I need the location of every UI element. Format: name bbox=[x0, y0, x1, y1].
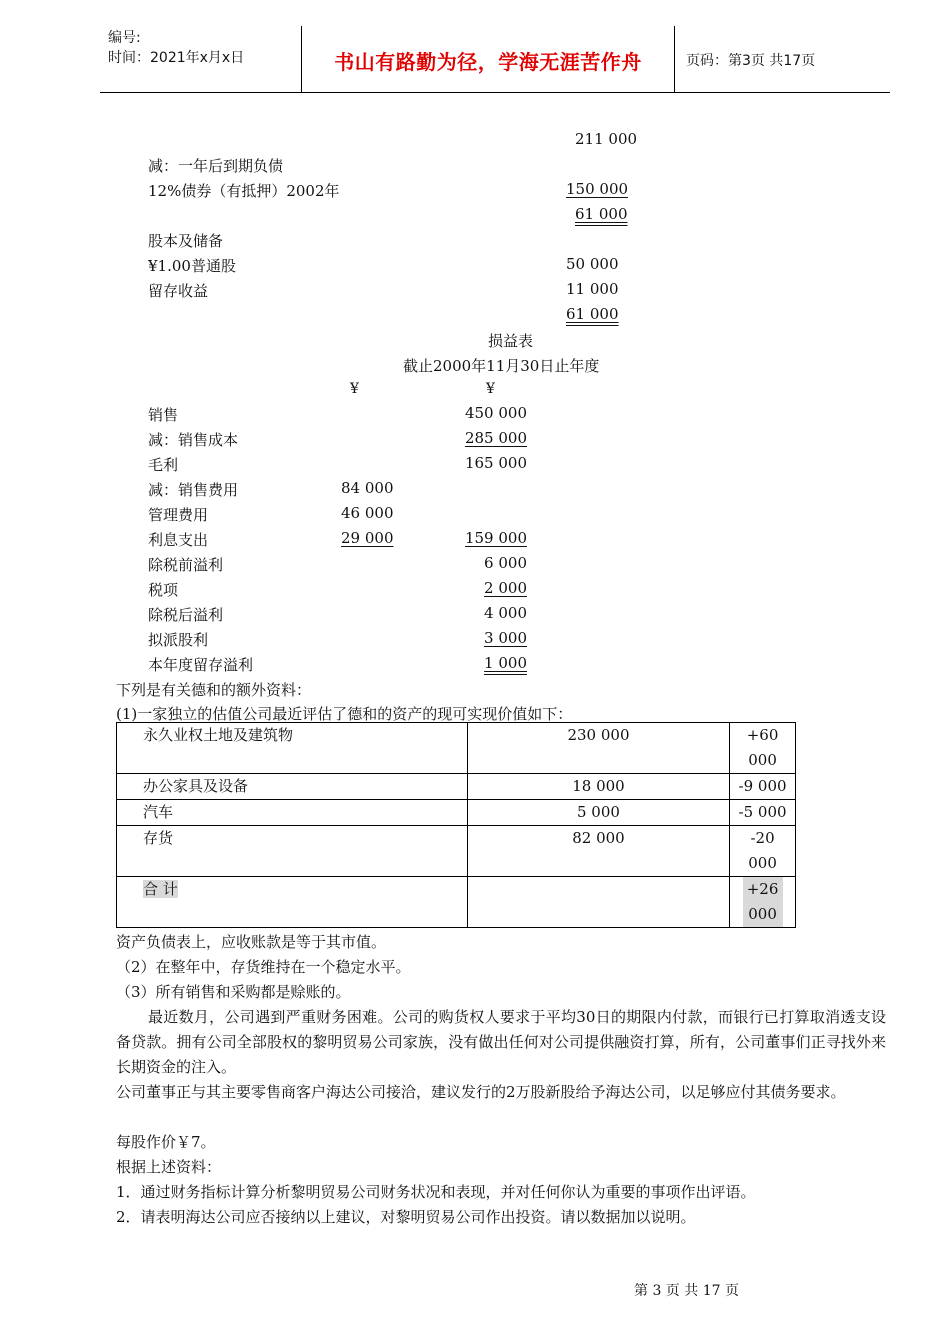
valuation-change-cell bbox=[730, 877, 796, 928]
income-row-col2: 3 000 bbox=[484, 629, 527, 647]
page-footer: 第 3 页 共 17 页 bbox=[634, 1283, 739, 1299]
valuation-table bbox=[116, 722, 796, 928]
income-row-col2: 4 000 bbox=[484, 604, 527, 622]
valuation-item-cell bbox=[117, 826, 468, 877]
valuation-row bbox=[117, 800, 796, 826]
valuation-item-name: 汽车 bbox=[143, 803, 174, 821]
paragraph-3: 每股作价￥7。 bbox=[116, 1133, 216, 1151]
income-title: 损益表 bbox=[488, 332, 534, 350]
paragraph-4: 根据上述资料： bbox=[116, 1158, 222, 1176]
header-divider bbox=[674, 26, 675, 92]
additional-item3: （3）所有销售和采购都是赊账的。 bbox=[116, 983, 351, 1001]
common-stock-value: 50 000 bbox=[566, 255, 619, 273]
income-row-label: 利息支出 bbox=[148, 531, 209, 549]
income-row-col2: 159 000 bbox=[464, 529, 527, 547]
income-row-col2: 165 000 bbox=[464, 454, 527, 472]
valuation-value-cell bbox=[467, 800, 729, 826]
time-label: 时间：2021年x月x日 bbox=[108, 50, 245, 66]
paragraph-2: 公司董事正与其主要零售商客户海达公司接洽，建议发行的2万股新股给予海达公司，以足够应付其债务要求。 bbox=[116, 1083, 846, 1101]
retained-value: 11 000 bbox=[566, 280, 619, 298]
valuation-change-cell bbox=[730, 774, 796, 800]
valuation-item-name: 办公家具及设备 bbox=[143, 777, 249, 795]
income-row-label: 减：销售成本 bbox=[148, 431, 239, 449]
income-row-label: 本年度留存溢利 bbox=[148, 656, 254, 674]
income-row-label: 除税前溢利 bbox=[148, 556, 224, 574]
valuation-value: 5 000 bbox=[576, 803, 620, 821]
income-row-label: 拟派股利 bbox=[148, 631, 209, 649]
valuation-change-cell bbox=[730, 800, 796, 826]
question-1: 1．通过财务指标计算分析黎明贸易公司财务状况和表现，并对任何你认为重要的事项作出评语。 bbox=[116, 1183, 756, 1201]
receivable-note: 资产负债表上，应收账款是等于其市值。 bbox=[116, 933, 387, 951]
income-row-col2: 2 000 bbox=[484, 579, 527, 597]
income-row-col2: 1 000 bbox=[484, 654, 527, 672]
currency-col2: ¥ bbox=[486, 381, 495, 397]
valuation-item-cell bbox=[117, 800, 468, 826]
valuation-item-cell bbox=[117, 877, 468, 928]
valuation-value-cell bbox=[467, 723, 729, 774]
valuation-value: 230 000 bbox=[567, 726, 630, 744]
page-info: 页码：第3页 共17页 bbox=[686, 53, 816, 69]
valuation-item-cell bbox=[117, 723, 468, 774]
additional-item2: （2）在整年中，存货维持在一个稳定水平。 bbox=[116, 958, 411, 976]
additional-item1: (1)一家独立的估值公司最近评估了德和的资产的现可实现价值如下： bbox=[116, 705, 573, 723]
income-row-label: 销售 bbox=[148, 406, 179, 424]
valuation-change: -20 000 bbox=[748, 829, 777, 872]
code-label: 编号: bbox=[108, 30, 141, 46]
less-label: 减：一年后到期负债 bbox=[148, 157, 284, 175]
page-header bbox=[100, 26, 890, 93]
equity-total: 61 000 bbox=[566, 305, 619, 323]
valuation-row bbox=[117, 723, 796, 774]
question-2: 2．请表明海达公司应否接纳以上建议，对黎明贸易公司作出投资。请以数据加以说明。 bbox=[116, 1208, 696, 1226]
income-row-col2: 285 000 bbox=[464, 429, 527, 447]
valuation-value: 82 000 bbox=[572, 829, 625, 847]
income-row-label: 减：销售费用 bbox=[148, 481, 239, 499]
income-row-label: 管理费用 bbox=[148, 506, 209, 524]
valuation-row bbox=[117, 774, 796, 800]
retained-label: 留存收益 bbox=[148, 282, 209, 300]
income-row-col2: 6 000 bbox=[484, 554, 527, 572]
valuation-value-cell bbox=[467, 826, 729, 877]
additional-intro: 下列是有关德和的额外资料： bbox=[116, 681, 312, 699]
valuation-value-cell bbox=[467, 877, 729, 928]
valuation-item-name: 永久业权土地及建筑物 bbox=[143, 726, 294, 744]
valuation-change-cell bbox=[730, 826, 796, 877]
net-value: 61 000 bbox=[575, 205, 628, 223]
common-stock-label: ¥1.00普通股 bbox=[148, 257, 236, 275]
income-period: 截止2000年11月30日止年度 bbox=[403, 357, 600, 375]
income-row-label: 除税后溢利 bbox=[148, 606, 224, 624]
valuation-change-cell bbox=[730, 723, 796, 774]
income-row-col1: 29 000 bbox=[341, 529, 394, 547]
valuation-row bbox=[117, 826, 796, 877]
paragraph-1: 最近数月，公司遇到严重财务困难。公司的购货权人要求于平均30日的期限内付款，而银行已打算取消透支设备贷款。拥有公司全部股权的黎明贸易公司家族，没有做出任何对公司提供融资打算，所有，公司董事们正寻找外来长期资金的注入。 bbox=[116, 1008, 886, 1076]
income-row-col1: 46 000 bbox=[341, 504, 394, 522]
bond-value: 150 000 bbox=[566, 180, 629, 198]
currency-col1: ¥ bbox=[350, 381, 359, 397]
valuation-change: -9 000 bbox=[738, 777, 787, 795]
income-row-label: 毛利 bbox=[148, 456, 179, 474]
total-line-value: 211 000 bbox=[575, 130, 638, 148]
valuation-change: +26 000 bbox=[743, 877, 783, 927]
valuation-change: +60 000 bbox=[746, 726, 779, 769]
valuation-item-name: 合 计 bbox=[143, 880, 178, 898]
income-row-col1: 84 000 bbox=[341, 479, 394, 497]
income-row-label: 税项 bbox=[148, 581, 179, 599]
valuation-row bbox=[117, 877, 796, 928]
income-row-col2: 450 000 bbox=[464, 404, 527, 422]
valuation-value: 18 000 bbox=[572, 777, 625, 795]
valuation-item-name: 存货 bbox=[143, 829, 174, 847]
equity-label: 股本及储备 bbox=[148, 232, 224, 250]
valuation-change: -5 000 bbox=[738, 803, 787, 821]
valuation-value-cell bbox=[467, 774, 729, 800]
valuation-item-cell bbox=[117, 774, 468, 800]
motto-text: 书山有路勤为径，学海无涯苦作舟 bbox=[334, 50, 642, 74]
bond-label: 12%债券（有抵押）2002年 bbox=[148, 182, 340, 200]
